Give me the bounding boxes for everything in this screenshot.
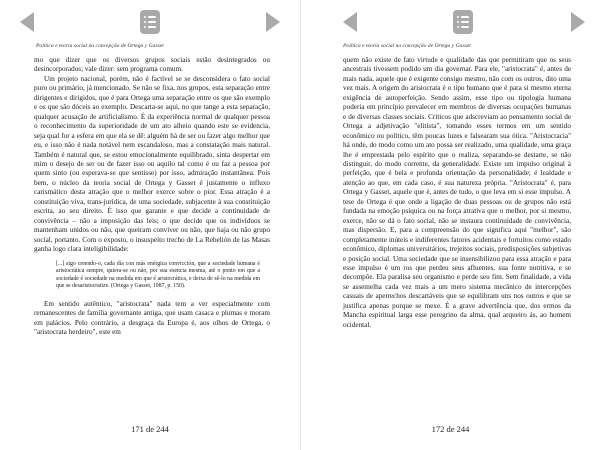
left-nav-bar [0,10,300,34]
menu-icon[interactable] [453,10,473,34]
block-quote [56,261,260,291]
paragraph: quem não existe de fato virtude e qualidade das que permitiram que os seus ancestrais tivessem podido um dia governar. Para ele, "aristocrata" é, antes de mais nada, aquele que é exigente consigo mesmo, não com os outros, dito uma vez mais. A origem do aristocrata é o tipo humano que é para si mesmo eterna exigência de autoperfeição. Sendo assim, esse tipo ou tipologia humana poderia em princípio prevalecer em membros de diversas ocupações humanas e de diversas classes sociais. Críticos que adscreviam ao pensamento social de Ortega a adjetivação "elitista", tomando esses termos em um sentido econômico ou político, têm poucas luzes e falsearam sua ótica. "Aristocracia" há onde, do modo como um ato possa ser realizado, uma qualidade, uma graça lhe é emprestada pelo espírito que o realiza, separando-se destarte, se não distinguir, do modo corrente, da generalidade. Existe um impulso original à perfeição, que é bela e profunda orientação da personalidade; é lealdade e atenção ao que, em cada caso, é sua natureza própria. "Aristocrata" é, para Ortega y Gasset, aquele que é, antes de tudo, o que leva em si esse impulso. A tese de Ortega é que onde a ligação de duas pessoas ou de grupos não está fundada na emoção psíquica ou na força atrativa que o melhor, por si mesmo, exerce, não se dá o fato social, não se instaura continuidade de convivência, mas dispersão. E, para a compreensão do que significa aqui "melhor", são completamente inúteis e indiferentes fatores acidentais e fortuitos como estado econômico, diplomas universitários, trejeitos sociais, predisposições subjetivas e posição social. Uma sociedade que se insensibilizou para essa atração e para esse impulso é um ros que perdeu seus afluentes, sua fonte nutritiva, e se decompõe. Ela paralisa seu organismo e perde seu fim. Sem finalidade, a vida se assemelha cada vez mais a um mero sistema mecânico de intercepções casuais de apetrechos descartáveis que se equilibram uns nos outros e que se justifica apenas porque se mexe. É a grave advertência que, dos ermos da Mancha espiritual larga esse peregrino da alma, qual arqueiro ás, ao homem ocidental. [343,56,571,329]
paragraph: Em sentido autêntico, "aristocrata" nada tem a ver especialmente com remanescentes de família governante antiga, que usam casaca e plumas e moram em palácios. Pelo contrário, a desgraça da Europa é, aos olhos de Ortega, o "aristocrata herdeiro", este em [34,299,270,337]
right-nav-bar [301,10,600,34]
arrow-right-icon[interactable] [266,12,280,32]
arrow-left-icon[interactable] [20,12,34,32]
running-head: Política e teoria social na concepção de Ortega y Gasset [36,43,164,49]
page-number-label: 171 de 244 [131,424,169,434]
menu-icon[interactable] [140,10,160,34]
right-page-body [343,56,571,330]
left-page-body [34,56,270,338]
paragraph: Um projeto nacional, porém, não é factível se se desconsidera o fato social puro ou primário, já mencionado. Se não se fixa, nos grupos, esta separação entre dirigentes e dirigidos, que é para Ortega uma separação entre os que são exemplo e os que são dóceis ao exemplo. Descarta-se aqui, no que tange a esta separação, qualquer acusação de artificialismo. É da experiência normal de qualquer pessoa o reconhecimento da superioridade de um ato alheio quando este se evidencia, seja qual for a esfera em que ela se dê: alguém há de ser ou fazer algo melhor que eu, e isso não é nada notável nem escandaloso, mas a constatação mais natural. Também é natural que, se estou emocionalmente equilibrado, sinta despertar em mim o desejo de ser ou de fazer isso ou aquilo tal como é ou faz a pessoa por quem sinto (ou esperava-se que sentisse) por isso, admiração instantânea. Pois bem, o núcleo da teoria social de Ortega y Gasset é justamente o influxo carismático desta atração que o melhor exerce sobre o pior. Essa atração é a constituição viva, trans-jurídica, de uma sociedade, subjacente à sua constituição escrita, ao seu direito. É isso que garante e que decide a continuidade de convivência – não a imposição das leis; o que decide que os indivíduos se mantenham unidos ou não, que queiram conviver ou não, que haja ou não grupo social, portanto. Com o exposto, o insuspeito trecho de La Rebelión de las Masas ganha logo clara inteligibilidade: [34,74,270,254]
arrow-right-icon[interactable] [571,12,585,32]
page-number-label: 172 de 244 [431,424,470,434]
running-head: Política e teoria social na concepção de Ortega y Gasset [343,43,471,49]
page-number [0,424,300,434]
arrow-left-icon[interactable] [343,12,357,32]
page-number [301,424,600,434]
right-page [300,0,600,450]
quote-text: [...] sigo creendo-o, cada día con más enérgica convicción, que a sociedade humana é aristocrática sempre, quiera-se ou não, por sua esencia mesma, até o ponto em que a sociedade é sociedade na medida em que é aristocrática, e deixa de sê-lo na medida em que se desaristocratize. (Ortega y Gasset, 1987, p. 150). [56,260,260,290]
paragraph: mo que dizer que os diversos grupos sociais estão desintegrados ou desincorporados; vale dizer: sem programa comum. [34,56,270,74]
